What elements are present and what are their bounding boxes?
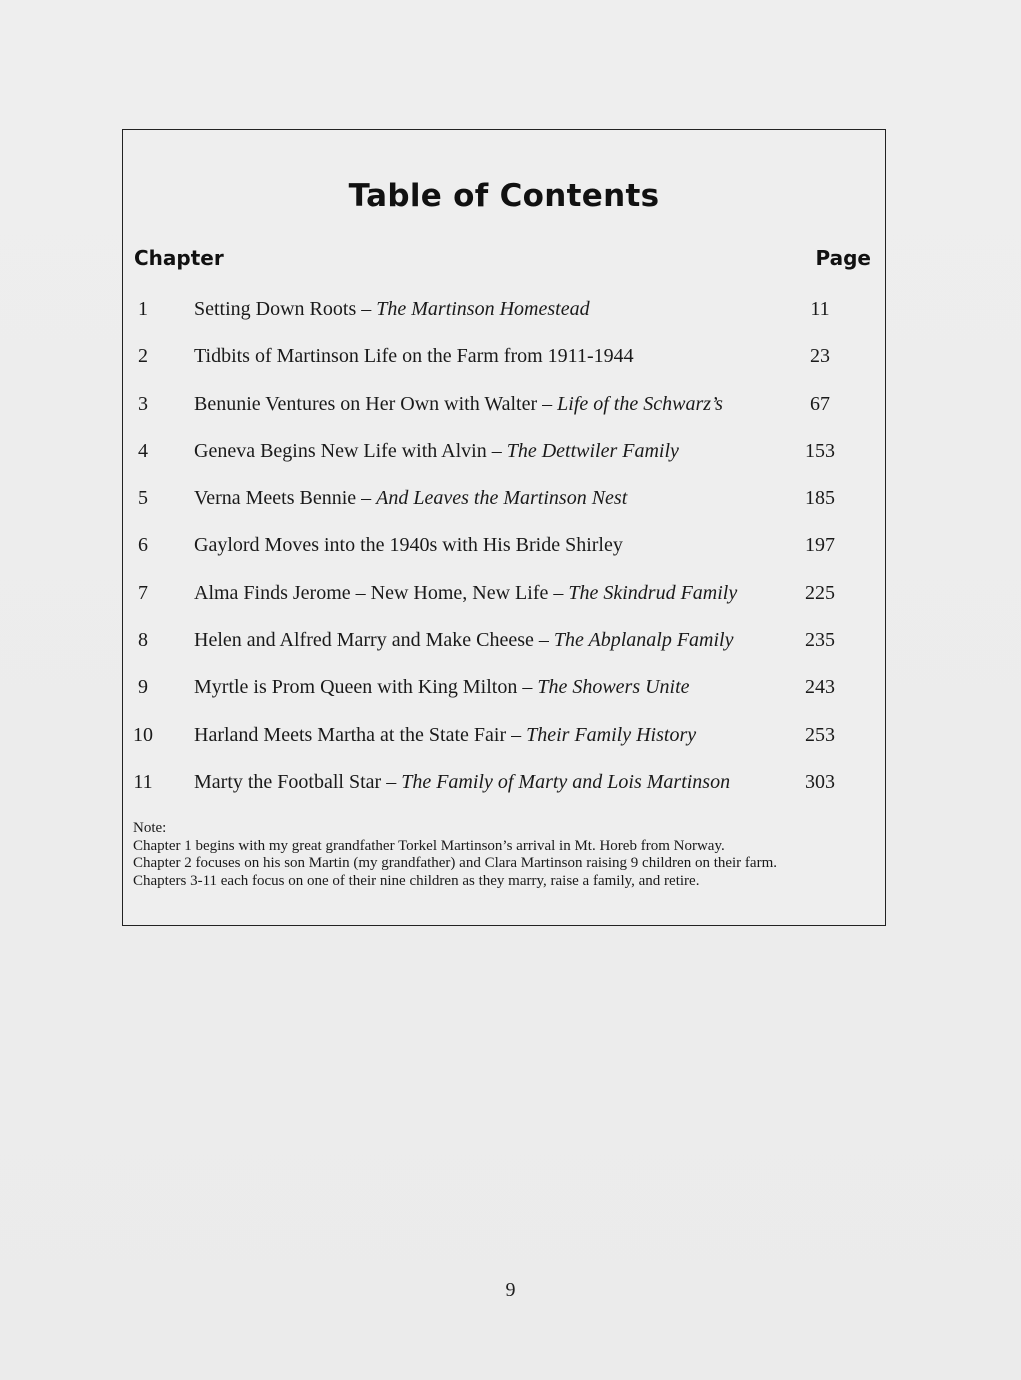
chapter-number: 5 xyxy=(138,487,148,510)
chapter-page: 197 xyxy=(805,534,835,557)
chapter-number: 10 xyxy=(133,723,153,746)
chapter-title: Geneva Begins New Life with Alvin – The Dettwiler Family xyxy=(194,439,679,462)
toc-entry xyxy=(123,580,885,627)
chapter-page: 235 xyxy=(805,629,835,652)
chapter-number: 3 xyxy=(138,392,148,415)
chapter-page: 23 xyxy=(810,345,830,368)
chapter-subtitle: The Showers Unite xyxy=(537,676,690,699)
chapter-subtitle: The Dettwiler Family xyxy=(506,439,679,462)
chapter-subtitle: And Leaves the Martinson Nest xyxy=(376,487,628,510)
chapter-title: Verna Meets Bennie – And Leaves the Martinson Nest xyxy=(194,487,628,510)
toc-entry xyxy=(123,343,885,390)
chapter-subtitle: The Family of Marty and Lois Martinson xyxy=(401,770,731,793)
toc-entry xyxy=(123,485,885,532)
chapter-page: 253 xyxy=(805,723,835,746)
chapter-title: Marty the Football Star – The Family of Marty and Lois Martinson xyxy=(194,770,731,793)
note-line: Chapter 2 focuses on his son Martin (my grandfather) and Clara Martinson raising 9 children on their farm. xyxy=(133,855,777,871)
chapter-title: Gaylord Moves into the 1940s with His Bride Shirley xyxy=(194,534,623,557)
chapter-title: Harland Meets Martha at the State Fair – Their Family History xyxy=(194,723,697,746)
chapter-number: 8 xyxy=(138,629,148,652)
toc-entry xyxy=(123,532,885,579)
chapter-page: 67 xyxy=(810,392,830,415)
toc-entries xyxy=(123,296,885,816)
chapter-title: Helen and Alfred Marry and Make Cheese – The Abplanalp Family xyxy=(194,629,734,652)
chapter-subtitle: Their Family History xyxy=(526,723,697,746)
toc-note xyxy=(133,820,879,890)
toc-entry xyxy=(123,674,885,721)
table-of-contents-box xyxy=(122,129,886,926)
chapter-page: 243 xyxy=(805,676,835,699)
note-line: Chapters 3-11 each focus on one of their nine children as they marry, raise a family, and retire. xyxy=(133,872,700,889)
toc-title: Table of Contents xyxy=(348,178,660,214)
chapter-subtitle: The Abplanalp Family xyxy=(553,629,734,652)
chapter-page: 185 xyxy=(805,487,835,510)
chapter-number: 11 xyxy=(133,770,153,793)
chapter-number: 6 xyxy=(138,534,148,557)
chapter-subtitle: Life of the Schwarz’s xyxy=(557,392,723,415)
toc-entry xyxy=(123,769,885,816)
chapter-page: 303 xyxy=(805,770,835,793)
toc-entry xyxy=(123,391,885,438)
page-column-header: Page xyxy=(815,246,871,270)
chapter-page: 153 xyxy=(805,439,835,462)
chapter-number: 7 xyxy=(138,581,148,604)
chapter-number: 1 xyxy=(138,298,148,320)
chapter-subtitle: The Skindrud Family xyxy=(568,581,738,604)
page-number: 9 xyxy=(505,1279,516,1301)
chapter-number: 9 xyxy=(138,676,148,699)
chapter-page: 11 xyxy=(810,298,830,320)
note-line: Chapter 1 begins with my great grandfather Torkel Martinson’s arrival in Mt. Horeb from Norway. xyxy=(133,837,725,854)
chapter-title: Benunie Ventures on Her Own with Walter – Life of the Schwarz’s xyxy=(194,392,723,415)
toc-entry xyxy=(123,627,885,674)
chapter-title: Myrtle is Prom Queen with King Milton – The Showers Unite xyxy=(194,676,690,699)
note-label: Note: xyxy=(133,820,167,836)
chapter-title: Tidbits of Martinson Life on the Farm from 1911-1944 xyxy=(194,345,634,368)
chapter-column-header: Chapter xyxy=(134,246,224,270)
chapter-subtitle: The Martinson Homestead xyxy=(376,298,590,320)
toc-entry xyxy=(123,722,885,769)
chapter-title: Setting Down Roots – The Martinson Homestead xyxy=(194,298,590,320)
chapter-page: 225 xyxy=(805,581,835,604)
chapter-number: 2 xyxy=(138,345,148,368)
chapter-title: Alma Finds Jerome – New Home, New Life – The Skindrud Family xyxy=(194,581,738,604)
toc-entry xyxy=(123,296,885,343)
toc-entry xyxy=(123,438,885,485)
chapter-number: 4 xyxy=(138,439,148,462)
